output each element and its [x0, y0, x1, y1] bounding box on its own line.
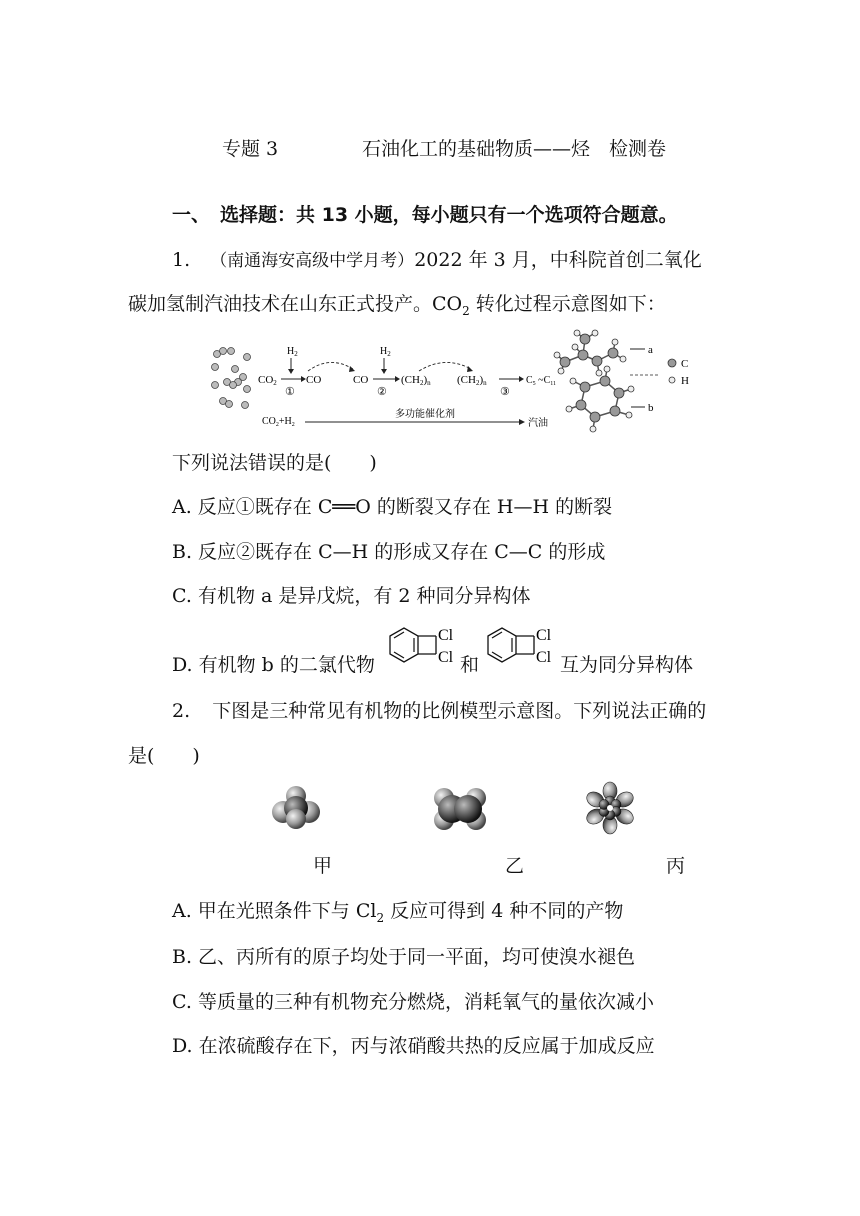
step-2-label: ② [377, 386, 387, 398]
label-a: a [648, 344, 653, 356]
q1-stem: 下列说法错误的是( ) [172, 452, 377, 474]
model-label-bing: 丙 [666, 855, 686, 877]
q2-option-c: C. 等质量的三种有机物充分燃烧，消耗氧气的量依次减小 [172, 991, 654, 1013]
methane-model [266, 782, 326, 832]
q1-option-d-pre: D. 有机物 b 的二氯代物 [172, 654, 375, 676]
h2-label-a: $H_2$ [287, 346, 298, 358]
catalyst-label: 多功能催化剂 [395, 409, 455, 420]
q2-option-b: B. 乙、丙所有的原子均处于同一平面，均可使溴水褪色 [172, 946, 636, 968]
q1-source: （南通海安高级中学月考） [210, 251, 415, 271]
model-label-jia: 甲 [313, 855, 333, 877]
q2-option-a: A. 甲在光照条件下与 $Cl_2$ 反应可得到 4 种不同的产物 [172, 900, 624, 925]
cl-label: Cl [536, 649, 552, 666]
co2-conversion-diagram [205, 327, 705, 435]
q1-option-d-post: 互为同分异构体 [560, 654, 694, 676]
ch2n-species-1: (CH2)n [401, 374, 431, 387]
h2-label-b: $H_2$ [380, 346, 391, 358]
q1-text-line1 [172, 245, 702, 272]
cl-label: Cl [438, 627, 454, 644]
cl-label: Cl [438, 649, 454, 666]
q1-option-a: A. 反应①既存在 C══O 的断裂又存在 H—H 的断裂 [172, 496, 613, 518]
step-1-label: ① [285, 386, 295, 398]
step-3-label: ③ [500, 386, 510, 398]
dichloro-structure-2 [480, 622, 562, 678]
section-number: 一、 [172, 204, 211, 226]
co-species-1: CO [306, 374, 322, 386]
co-species-2: CO [353, 374, 369, 386]
q1-option-c: C. 有机物 a 是异戊烷，有 2 种同分异构体 [172, 585, 531, 607]
hydrogen-legend-icon [669, 377, 675, 383]
dichloro-structure-1 [382, 622, 462, 678]
ethylene-model [430, 784, 490, 834]
benzene-model [582, 780, 638, 836]
title-left: 专题 3 [222, 138, 279, 160]
q1-number: 1. [172, 249, 191, 271]
ch2n-species-2: (CH2)n [457, 374, 487, 387]
co2-molecule-cluster [212, 348, 251, 409]
q1-line1: 2022 年 3 月，中科院首创二氧化 [414, 249, 702, 271]
title-right: 石油化工的基础物质——烃 检测卷 [362, 138, 667, 160]
q1-option-b: B. 反应②既存在 C—H 的形成又存在 C—C 的形成 [172, 541, 606, 563]
molecule-a [554, 330, 626, 376]
carbon-legend-icon [668, 359, 676, 367]
label-b: b [648, 402, 654, 414]
cl-label: Cl [536, 627, 552, 644]
co2-species: CO2 [258, 374, 277, 387]
q1-option-d-mid: 和 [460, 654, 480, 676]
bottom-reactants: $CO_2+H_2$ [262, 416, 295, 428]
q2-option-d: D. 在浓硫酸存在下，丙与浓硝酸共热的反应属于加成反应 [172, 1035, 655, 1057]
model-label-yi: 乙 [505, 855, 525, 877]
legend-c: C [681, 358, 689, 370]
q2-line1: 2. 下图是三种常见有机物的比例模型示意图。下列说法正确的 [172, 700, 707, 722]
section-heading: 选择题：共 13 小题，每小题只有一个选项符合题意。 [220, 204, 678, 226]
q2-number: 2. [172, 700, 191, 722]
legend-h: H [681, 375, 689, 387]
q2-line2: 是( ) [128, 745, 200, 767]
q1-text-line2: 碳加氢制汽油技术在山东正式投产。$CO_2$ 转化过程示意图如下： [128, 293, 666, 318]
c5-c11-species: $C_5$ $\sim C_{11}$ [526, 375, 557, 387]
gasoline-label: 汽油 [528, 418, 548, 429]
